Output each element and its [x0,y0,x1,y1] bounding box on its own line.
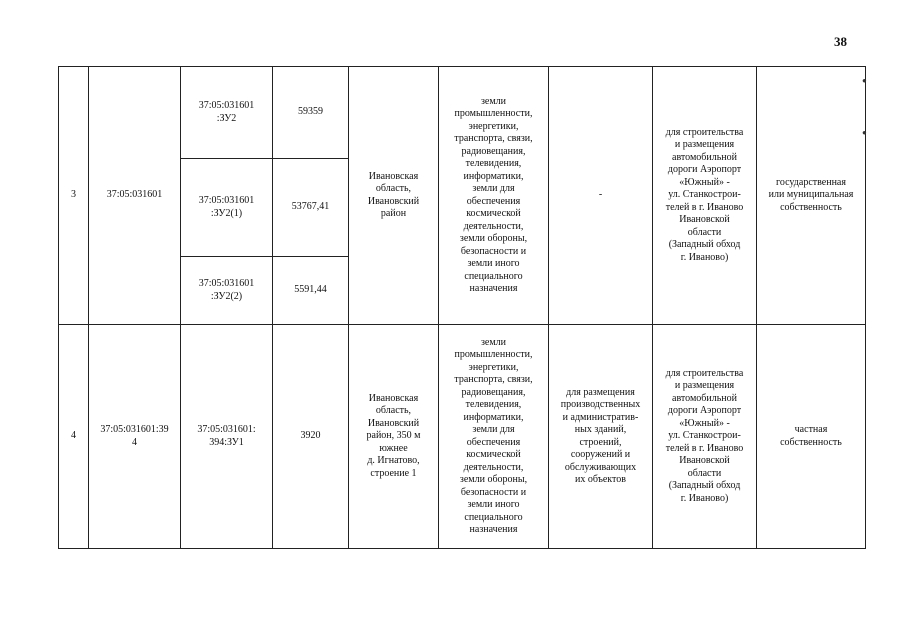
plot-area: 5591,44 [273,257,349,325]
land-category: земли промышленности, энергетики, транспорта, связи, радиовещания, телевидения, информатики, земли для обеспечения космической деятельности, земли обороны, безопасности и земли иного специального назначения [439,67,549,325]
cadastral-number: 37:05:031601:39 4 [89,325,181,549]
row-number: 4 [59,325,89,549]
plot-id: 37:05:031601 :ЗУ2(2) [181,257,273,325]
land-plots-table [58,66,866,549]
scan-speck: ● [862,76,867,85]
plot-area: 3920 [273,325,349,549]
ownership: частная собственность [757,325,866,549]
purpose: для строительства и размещения автомобильной дороги Аэропорт «Южный» - ул. Станкострои- телей в г. Иваново Ивановской области (Западный обход г. Иваново) [653,67,757,325]
permitted-use: - [549,67,653,325]
location: Ивановская область, Ивановский район, 350 м южнее д. Игнатово, строение 1 [349,325,439,549]
plot-id: 37:05:031601 :ЗУ2 [181,67,273,159]
page-number: 38 [834,34,847,49]
scan-speck: ● [862,128,867,137]
plot-id: 37:05:031601: 394:ЗУ1 [181,325,273,549]
row-number: 3 [59,67,89,325]
cadastral-number: 37:05:031601 [89,67,181,325]
permitted-use: для размещения производственных и административ- ных зданий, строений, сооружений и обслуживающих их объектов [549,325,653,549]
table-row [59,67,866,159]
table-row [59,325,866,549]
land-category: земли промышленности, энергетики, транспорта, связи, радиовещания, телевидения, информатики, земли для обеспечения космической деятельности, земли обороны, безопасности и земли иного специального назначения [439,325,549,549]
location: Ивановская область, Ивановский район [349,67,439,325]
purpose: для строительства и размещения автомобильной дороги Аэропорт «Южный» - ул. Станкострои- телей в г. Иваново Ивановской области (Западный обход г. Иваново) [653,325,757,549]
plot-area: 53767,41 [273,159,349,257]
plot-id: 37:05:031601 :ЗУ2(1) [181,159,273,257]
ownership: государственная или муниципальная собственность [757,67,866,325]
plot-area: 59359 [273,67,349,159]
